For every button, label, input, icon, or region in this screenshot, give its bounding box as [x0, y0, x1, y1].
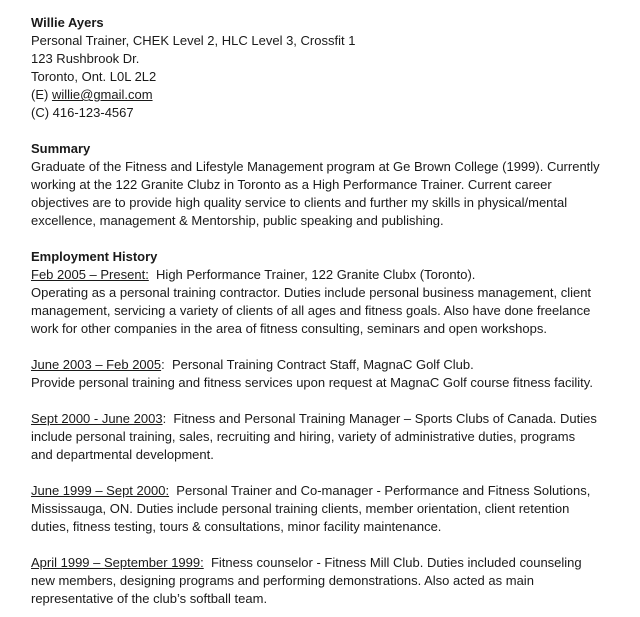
job-role: Personal Trainer and Co-manager - Performance and Fitness Solutions, — [176, 483, 591, 498]
job-dates: April 1999 – September 1999: — [31, 555, 204, 570]
spacer — [31, 230, 631, 248]
job-entry — [31, 266, 631, 338]
job-entry — [31, 410, 631, 464]
spacer — [31, 392, 631, 410]
spacer — [31, 536, 631, 554]
candidate-title: Personal Trainer, CHEK Level 2, HLC Level 3, Crossfit 1 — [31, 33, 356, 48]
employment-section — [31, 248, 631, 608]
email-link[interactable]: willie@gmail.com — [51, 87, 153, 102]
job-description-line: Provide personal training and fitness services upon request at MagnaC Golf course fitness facility. — [31, 375, 593, 390]
email-line — [31, 86, 631, 104]
job-header — [31, 266, 631, 284]
job-description-line: management, servicing a variety of clients of all ages and fitness goals. Also have done freelance — [31, 303, 591, 318]
job-description-line: include personal training, sales, recruiting and hiring, variety of administrative duties, programs — [31, 429, 576, 444]
job-dates: June 1999 – Sept 2000: — [31, 483, 170, 498]
spacer — [31, 464, 631, 482]
summary-line: excellence, management & Mentorship, public speaking and publishing. — [31, 213, 444, 228]
job-header — [31, 410, 631, 428]
job-description-line: duties, fitness testing, tours & consultations, minor facility maintenance. — [31, 519, 442, 534]
job-separator: : — [161, 357, 172, 372]
job-entry — [31, 554, 631, 608]
summary-line: objectives are to provide high quality service to clients and further my skills in physical/mental — [31, 195, 568, 210]
job-separator — [204, 555, 211, 570]
job-description-line: Mississauga, ON. Duties include personal training clients, member orientation, client retention — [31, 501, 570, 516]
email-prefix: (E) — [31, 87, 52, 102]
summary-heading: Summary — [31, 141, 91, 156]
job-header — [31, 482, 631, 500]
spacer — [31, 122, 631, 140]
summary-section — [31, 140, 631, 230]
job-description-line: new members, designing programs and performing demonstrations. Also acted as main — [31, 573, 534, 588]
job-header — [31, 356, 631, 374]
job-separator — [149, 267, 156, 282]
job-description-line: Operating as a personal training contractor. Duties include personal business management, client — [31, 285, 592, 300]
contact-block — [31, 14, 631, 122]
job-dates: Feb 2005 – Present: — [31, 267, 149, 282]
job-header — [31, 554, 631, 572]
spacer — [31, 338, 631, 356]
summary-line: Graduate of the Fitness and Lifestyle Management program at Ge Brown College (1999). Currently — [31, 159, 600, 174]
job-dates: Sept 2000 - June 2003 — [31, 411, 163, 426]
candidate-name: Willie Ayers — [31, 15, 104, 30]
job-description-line: and departmental development. — [31, 447, 214, 462]
job-entry — [31, 482, 631, 536]
job-role: High Performance Trainer, 122 Granite Clubx (Toronto). — [156, 267, 476, 282]
job-role: Fitness counselor - Fitness Mill Club. Duties included counseling — [210, 555, 582, 570]
address-line-2: Toronto, Ont. L0L 2L2 — [31, 69, 157, 84]
job-role: Fitness and Personal Training Manager – Sports Clubs of Canada. Duties — [173, 411, 597, 426]
job-entry — [31, 356, 631, 392]
job-role: Personal Training Contract Staff, MagnaC Golf Club. — [171, 357, 474, 372]
employment-heading: Employment History — [31, 249, 158, 264]
job-description-line: representative of the club’s softball team. — [31, 591, 268, 606]
summary-line: working at the 122 Granite Clubz in Toronto as a High Performance Trainer. Current career — [31, 177, 552, 192]
job-description-line: work for other companies in the area of fitness consulting, seminars and open workshops. — [31, 321, 547, 336]
job-separator: : — [162, 411, 174, 426]
job-dates: June 2003 – Feb 2005 — [31, 357, 162, 372]
phone-line: (C) 416-123-4567 — [31, 105, 134, 120]
address-line-1: 123 Rushbrook Dr. — [31, 51, 140, 66]
